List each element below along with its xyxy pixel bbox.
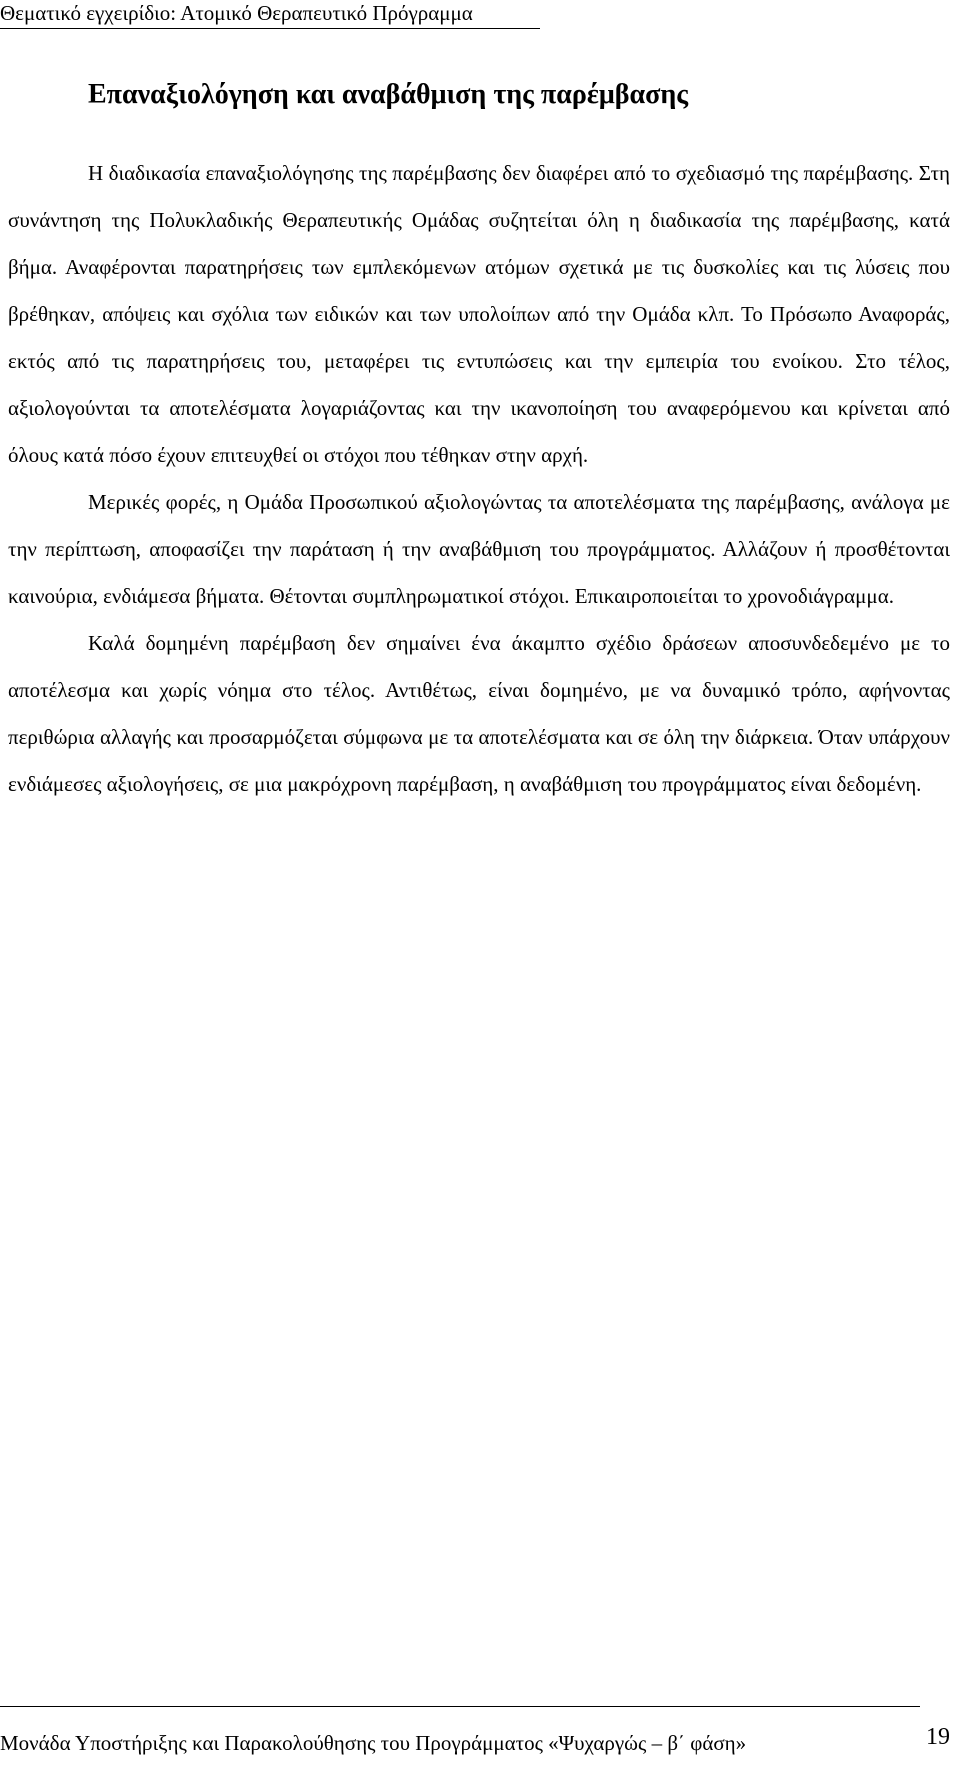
footer-text: Μονάδα Υποστήριξης και Παρακολούθησης του Προγράμματος «Ψυχαργώς – β΄ φάση» (0, 1731, 747, 1755)
running-header-title: Θεματικό εγχειρίδιο: Ατομικό Θεραπευτικό Πρόγραμμα (0, 1, 473, 25)
running-footer (0, 1706, 960, 1766)
page-number: 19 (926, 1724, 950, 1750)
body-paragraph: Καλά δομημένη παρέμβαση δεν σημαίνει ένα άκαμπτο σχέδιο δράσεων αποσυνδεδεμένο με το αποτέλεσμα και χωρίς νόημα στο τέλος. Αντιθέτως, είναι δομημένο, με να δυναμικό τρόπο, αφήνοντας περιθώρια αλλαγής και προσαρμόζεται σύμφωνα με τα αποτελέσματα και σε όλη την διάρκεια. Όταν υπάρχουν ενδιάμεσες αξιολογήσεις, σε μια μακρόχρονη παρέμβαση, η αναβάθμιση του προγράμματος είναι δεδομένη. (8, 631, 950, 796)
section-title: Επαναξιολόγηση και αναβάθμιση της παρέμβασης (88, 79, 689, 110)
body-paragraph: Η διαδικασία επαναξιολόγησης της παρέμβασης δεν διαφέρει από το σχεδιασμό της παρέμβασης. Στη συνάντηση της Πολυκλαδικής Θεραπευτικής Ομάδας συζητείται όλη η διαδικασία της παρέμβασης, κατά βήμα. Αναφέρονται παρατηρήσεις των εμπλεκόμενων ατόμων σχετικά με τις δυσκολίες και τις λύσεις που βρέθηκαν, απόψεις και σχόλια των ειδικών και των υπολοίπων από την Ομάδα κλπ. Το Πρόσωπο Αναφοράς, εκτός από τις παρατηρήσεις του, μεταφέρει τις εντυπώσεις και την εμπειρία του ενοίκου. Στο τέλος, αξιολογούνται τα αποτελέσματα λογαριάζοντας και την ικανοποίηση του αναφερόμενου και κρίνεται από όλους κατά πόσο έχουν επιτευχθεί οι στόχοι που τέθηκαν στην αρχή. (8, 161, 950, 467)
body-paragraph: Μερικές φορές, η Ομάδα Προσωπικού αξιολογώντας τα αποτελέσματα της παρέμβασης, ανάλογα με την περίπτωση, αποφασίζει την παράταση ή την αναβάθμιση του προγράμματος. Αλλάζουν ή προσθέτονται καινούρια, ενδιάμεσα βήματα. Θέτονται συμπληρωματικοί στόχοι. Επικαιροποιείται το χρονοδιάγραμμα. (8, 490, 950, 608)
document-body (8, 78, 950, 808)
footer-divider (0, 1706, 920, 1707)
running-header (0, 0, 540, 29)
